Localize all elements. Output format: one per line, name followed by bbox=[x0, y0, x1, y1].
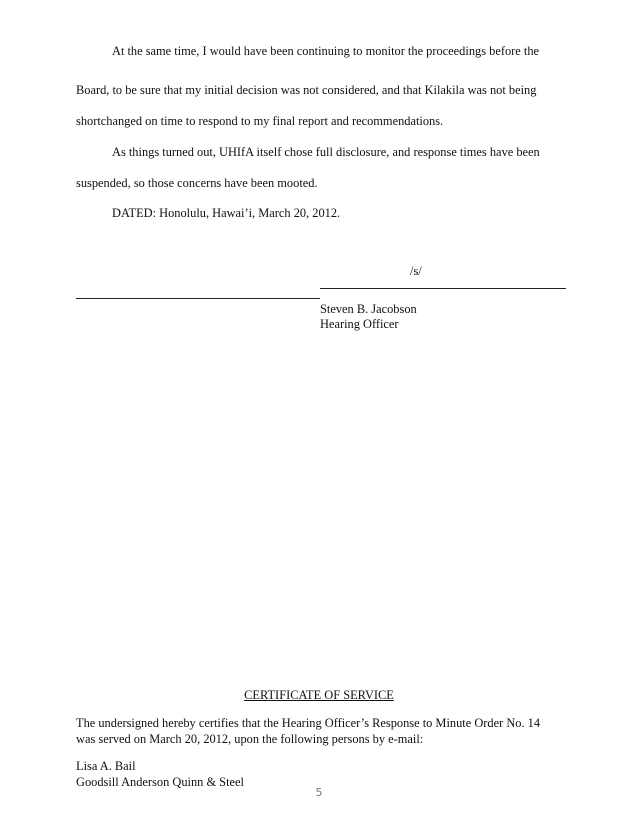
para2-line-1: As things turned out, UHIfA itself chose full disclosure, and response times have been bbox=[112, 145, 540, 159]
certificate-heading-text: CERTIFICATE OF SERVICE bbox=[244, 688, 394, 702]
certificate-text-line-1: The undersigned hereby certifies that the Hearing Officer’s Response to Minute Order No. 14 bbox=[76, 716, 541, 730]
certificate-heading bbox=[0, 688, 638, 703]
recipient-firm: Goodsill Anderson Quinn & Steel bbox=[76, 775, 244, 789]
para1-line-1: At the same time, I would have been continuing to monitor the proceedings before the bbox=[112, 44, 540, 58]
para1-line-2: Board, to be sure that my initial decision was not considered, and that Kilakila was not being bbox=[76, 83, 537, 97]
dated-line: DATED: Honolulu, Hawai’i, March 20, 2012. bbox=[112, 206, 341, 220]
signature-mark: /s/ bbox=[410, 264, 422, 278]
signature-line-right bbox=[320, 288, 566, 289]
signer-title: Hearing Officer bbox=[320, 317, 399, 331]
para1-line-3: shortchanged on time to respond to my final report and recommendations. bbox=[76, 114, 444, 128]
recipient-name: Lisa A. Bail bbox=[76, 759, 136, 773]
certificate-text-line-2: was served on March 20, 2012, upon the following persons by e-mail: bbox=[76, 732, 424, 746]
signer-name: Steven B. Jacobson bbox=[320, 302, 417, 316]
page-number: 5 bbox=[315, 786, 323, 799]
para2-line-2: suspended, so those concerns have been mooted. bbox=[76, 176, 318, 190]
signature-line-left bbox=[76, 298, 320, 299]
